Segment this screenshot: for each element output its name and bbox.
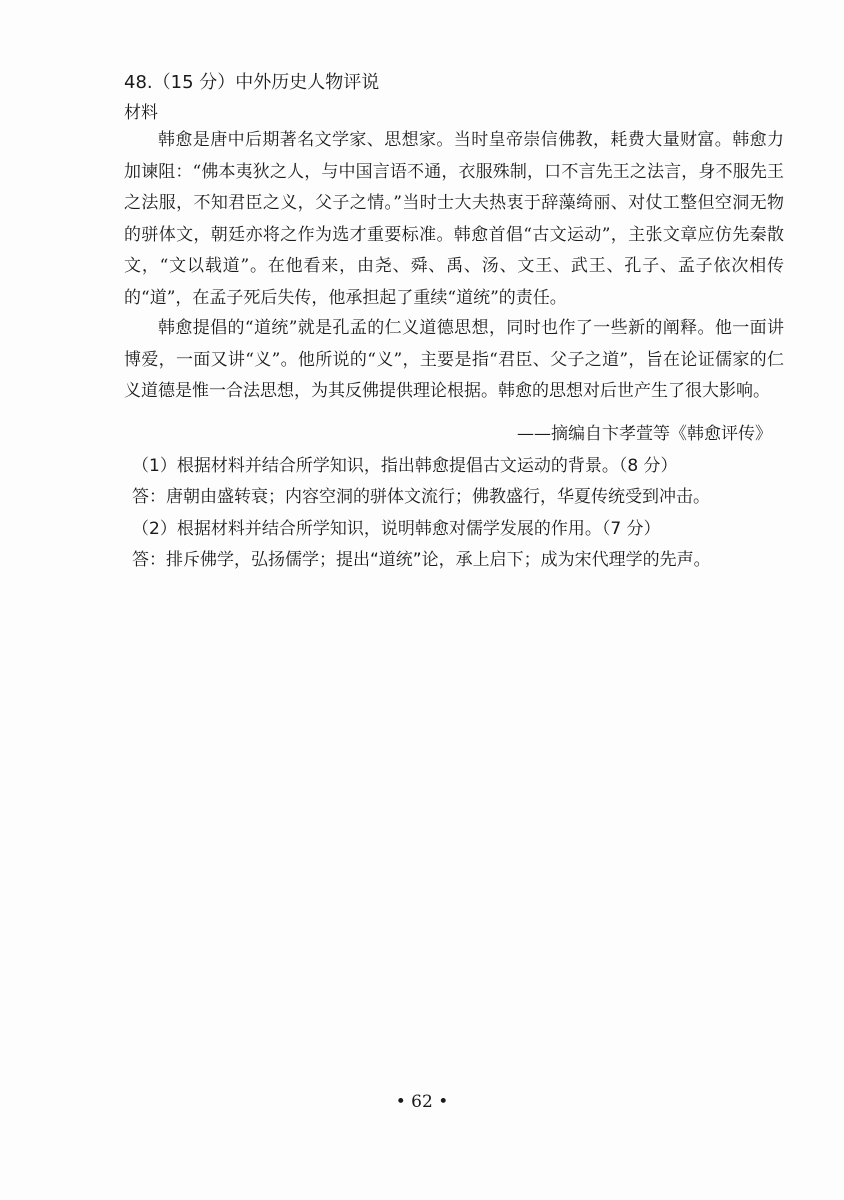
material-paragraph-1: 韩愈是唐中后期著名文学家、思想家。当时皇帝崇信佛教，耗费大量财富。韩愈力加谏阻：“佛本夷狄之人，与中国言语不通，衣服殊制，口不言先王之法言，身不服先王之法服，不知君臣之义，父子之情。”当时士大夫热衷于辞藻绮丽、对仗工整但空洞无物的骈体文，朝廷亦将之作为选才重要标准。韩愈首倡“古文运动”，主张文章应仿先秦散文，“文以载道”。在他看来，由尧、舜、禹、汤、文王、武王、孔子、孟子依次相传的“道”，在孟子死后失传，他承担起了重续“道统”的责任。 xyxy=(124,130,784,308)
sub-question-1-answer: 答：唐朝由盛转衰；内容空洞的骈体文流行；佛教盛行，华夏传统受到冲击。 xyxy=(132,487,710,507)
page-number: • 62 • xyxy=(395,1092,449,1112)
sub-question-1-prompt: （1）根据材料并结合所学知识，指出韩愈提倡古文运动的背景。（8 分） xyxy=(132,456,678,476)
question-header: 48.（15 分）中外历史人物评说 xyxy=(124,72,380,93)
sub-question-2-answer: 答：排斥佛学，弘扬儒学；提出“道统”论，承上启下；成为宋代理学的先声。 xyxy=(132,550,711,570)
sub-question-2-prompt: （2）根据材料并结合所学知识，说明韩愈对儒学发展的作用。（7 分） xyxy=(132,519,661,539)
material-paragraph-2: 韩愈提倡的“道统”就是孔孟的仁义道德思想，同时也作了一些新的阐释。他一面讲博爱，一面又讲“义”。他所说的“义”，主要是指“君臣、父子之道”，旨在论证儒家的仁义道德是惟一合法思想，为其反佛提供理论根据。韩愈的思想对后世产生了很大影响。 xyxy=(124,318,784,401)
material-label: 材料 xyxy=(124,103,158,123)
source-attribution: ——摘编自卞孝萱等《韩愈评传》 xyxy=(517,424,772,444)
